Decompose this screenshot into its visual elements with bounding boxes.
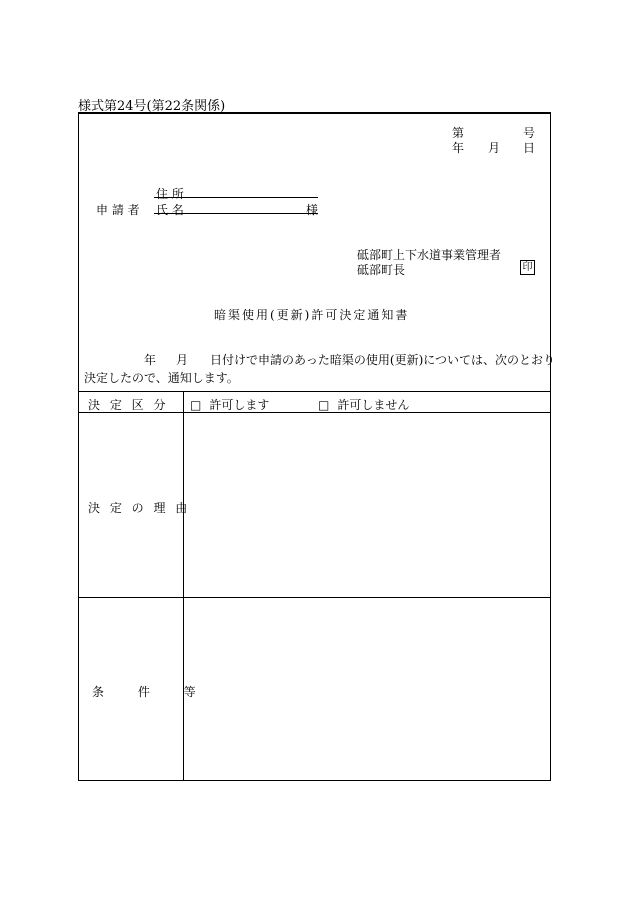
reason-label: 決 定 の 理 由 (88, 501, 191, 515)
table-column-divider (183, 391, 184, 781)
name-underline (154, 213, 318, 214)
option-allow[interactable] (190, 396, 269, 413)
document-title: 暗渠使用(更新)許可決定通知書 (214, 308, 410, 322)
allow-checkbox[interactable]: □ (190, 398, 202, 412)
row2-bottom-border (78, 597, 551, 598)
allow-label: 許可します (209, 398, 270, 412)
applicant-label: 申 請 者 (96, 203, 140, 217)
form-number-label: 様式第24号(第22条関係) (78, 99, 226, 114)
body-month: 月 (176, 353, 189, 367)
number-prefix: 第 (452, 126, 465, 140)
conditions-label: 条 件 等 (92, 685, 202, 699)
date-month-label: 月 (488, 141, 501, 155)
reason-field[interactable] (186, 416, 548, 594)
date-day-label: 日 (523, 141, 536, 155)
deny-checkbox[interactable]: □ (318, 398, 330, 412)
conditions-field[interactable] (186, 601, 548, 777)
address-label: 住 所 (156, 187, 184, 201)
issuer-organization: 砥部町上下水道事業管理者 (357, 248, 502, 262)
body-line2: 決定したので、通知します。 (84, 371, 239, 385)
address-underline (154, 197, 318, 198)
seal-mark: 印 (520, 260, 535, 275)
date-year-label: 年 (452, 141, 465, 155)
body-line1: 日付けで申請のあった暗渠の使用(更新)については、次のとおり (210, 353, 556, 367)
body-year: 年 (144, 353, 157, 367)
honorific-label: 様 (306, 203, 319, 217)
issuer-title: 砥部町長 (357, 263, 406, 277)
table-top-border (78, 391, 551, 392)
number-suffix: 号 (523, 126, 536, 140)
deny-label: 許可しません (337, 398, 410, 412)
option-deny[interactable] (318, 396, 409, 413)
decision-label: 決 定 区 分 (88, 398, 169, 412)
name-label: 氏 名 (156, 203, 184, 217)
